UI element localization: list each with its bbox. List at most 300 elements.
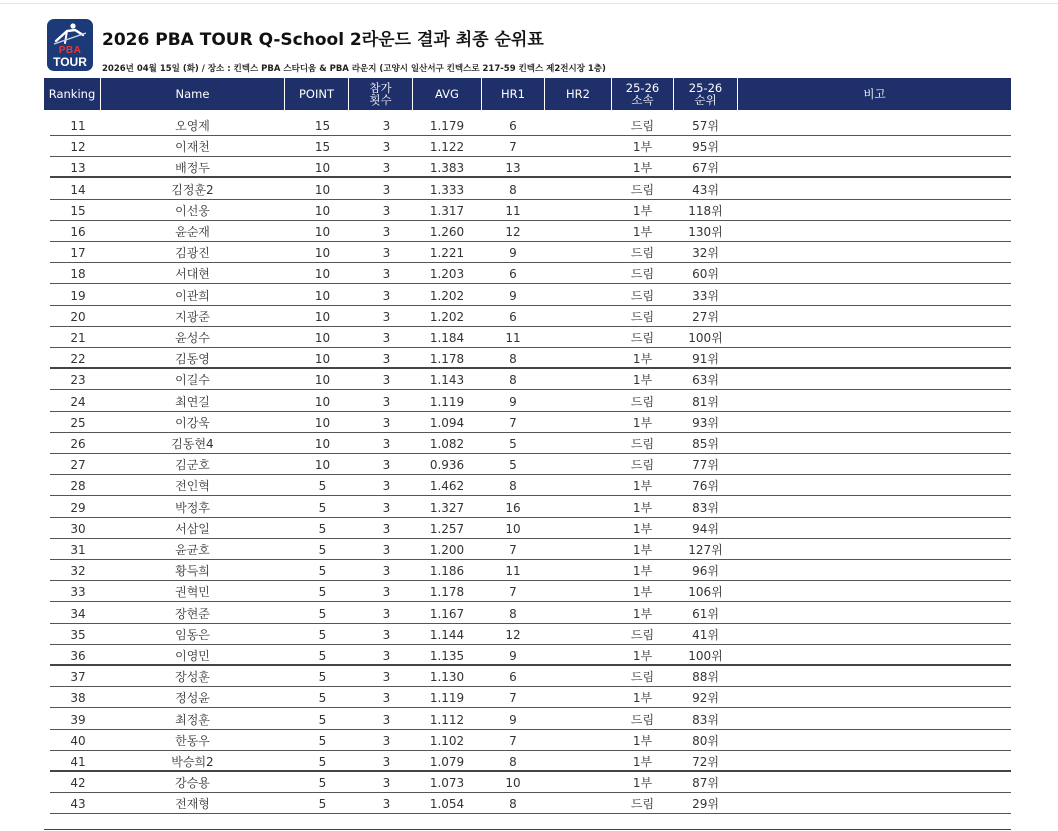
cell-point: 10 bbox=[314, 225, 331, 239]
cell-avg: 1.202 bbox=[429, 288, 465, 303]
cell-avg: 1.119 bbox=[429, 691, 465, 706]
cell-entries: 3 bbox=[382, 733, 391, 748]
cell-team: 드림 bbox=[630, 712, 655, 727]
cell-entries: 3 bbox=[382, 415, 391, 430]
table-row bbox=[44, 136, 1011, 157]
cell-note bbox=[738, 712, 1011, 729]
cell-point: 5 bbox=[318, 543, 327, 557]
top-divider bbox=[0, 3, 1058, 4]
cell-name: 윤순재 bbox=[175, 225, 210, 239]
cell-name: 김동현4 bbox=[171, 437, 214, 451]
cell-prev: 83위 bbox=[692, 712, 719, 727]
table-row bbox=[44, 539, 1011, 560]
cell-point: 10 bbox=[314, 182, 331, 197]
cell-note bbox=[738, 330, 1011, 347]
cell-avg: 1.260 bbox=[429, 225, 465, 239]
table-row bbox=[44, 497, 1011, 518]
cell-hr2 bbox=[545, 669, 611, 686]
cell-team: 드림 bbox=[630, 309, 655, 324]
cell-hr1: 9 bbox=[509, 246, 517, 261]
cell-note bbox=[738, 542, 1011, 559]
cell-rank: 11 bbox=[70, 119, 86, 133]
cell-team: 1부 bbox=[632, 776, 653, 791]
cell-hr1: 8 bbox=[509, 755, 517, 769]
cell-rank: 36 bbox=[70, 649, 86, 663]
cell-entries: 3 bbox=[382, 140, 391, 155]
cell-prev: 88위 bbox=[692, 670, 719, 685]
cell-avg: 1.333 bbox=[429, 182, 465, 197]
cell-note bbox=[738, 351, 1011, 368]
cell-hr2 bbox=[545, 584, 611, 601]
cell-rank: 34 bbox=[70, 606, 86, 621]
table-row bbox=[44, 369, 1011, 390]
table-header bbox=[44, 78, 1011, 110]
cell-rank: 19 bbox=[70, 288, 86, 303]
cell-note bbox=[738, 563, 1011, 580]
cell-prev: 106위 bbox=[688, 585, 723, 600]
table-row bbox=[44, 454, 1011, 475]
cell-avg: 1.082 bbox=[429, 437, 465, 451]
cell-note bbox=[738, 606, 1011, 623]
cell-avg: 1.143 bbox=[429, 373, 465, 388]
cell-prev: 95위 bbox=[692, 140, 719, 155]
cell-hr2 bbox=[545, 563, 611, 580]
cell-name: 임동은 bbox=[175, 627, 210, 642]
cell-team: 1부 bbox=[632, 373, 653, 388]
cell-hr2 bbox=[545, 521, 611, 538]
cell-note bbox=[738, 182, 1011, 199]
cell-prev: 85위 bbox=[692, 437, 719, 451]
cell-avg: 1.203 bbox=[429, 267, 465, 282]
cell-hr1: 6 bbox=[509, 267, 517, 282]
cell-hr2 bbox=[545, 330, 611, 347]
cell-hr2 bbox=[545, 139, 611, 156]
cell-note bbox=[738, 754, 1011, 771]
cell-avg: 1.178 bbox=[429, 585, 465, 600]
cell-team: 드림 bbox=[630, 458, 655, 473]
cell-name: 전재형 bbox=[175, 797, 210, 812]
cell-point: 10 bbox=[314, 373, 331, 388]
logo-text-tour: TOUR bbox=[53, 55, 87, 69]
table-row bbox=[44, 115, 1011, 136]
cell-rank: 17 bbox=[70, 246, 86, 261]
event-info: 2026년 04월 15일 (화) / 장소 : 킨텍스 PBA 스타디움 & PBA 라운지 (고양시 일산서구 킨텍스로 217-59 킨텍스 제2전시장 1층) bbox=[102, 64, 606, 74]
cell-team: 1부 bbox=[632, 479, 653, 494]
cell-hr1: 9 bbox=[509, 712, 517, 727]
cell-prev: 100위 bbox=[688, 649, 723, 663]
cell-name: 황득희 bbox=[175, 564, 210, 579]
cell-prev: 67위 bbox=[692, 161, 719, 176]
cell-name: 윤균호 bbox=[175, 543, 210, 557]
cell-prev: 83위 bbox=[692, 500, 719, 515]
cell-rank: 23 bbox=[70, 373, 86, 388]
cell-hr1: 10 bbox=[505, 521, 521, 536]
cell-name: 오영제 bbox=[175, 119, 210, 133]
cell-hr1: 6 bbox=[509, 309, 517, 324]
cell-avg: 1.135 bbox=[429, 649, 465, 663]
cell-hr1: 10 bbox=[505, 776, 521, 791]
cell-team: 드림 bbox=[630, 331, 655, 345]
cell-rank: 30 bbox=[70, 521, 86, 536]
cell-hr1: 7 bbox=[509, 543, 517, 557]
cell-hr2 bbox=[545, 436, 611, 453]
cell-avg: 1.257 bbox=[429, 521, 465, 536]
header-entries bbox=[349, 78, 412, 110]
table-row bbox=[44, 179, 1011, 200]
cell-entries: 3 bbox=[382, 225, 391, 239]
cell-avg: 1.184 bbox=[429, 331, 465, 345]
cell-prev: 27위 bbox=[692, 309, 719, 324]
cell-hr1: 8 bbox=[509, 182, 517, 197]
cell-team: 1부 bbox=[632, 733, 653, 748]
cell-prev: 41위 bbox=[692, 627, 719, 642]
table-row bbox=[44, 793, 1011, 814]
cell-avg: 0.936 bbox=[429, 458, 465, 473]
cell-hr2 bbox=[545, 118, 611, 135]
header-team bbox=[612, 78, 673, 110]
cell-team: 1부 bbox=[632, 500, 653, 515]
cell-rank: 41 bbox=[70, 755, 86, 769]
cell-entries: 3 bbox=[382, 203, 391, 218]
cell-rank: 12 bbox=[70, 140, 86, 155]
cell-name: 이영민 bbox=[175, 649, 210, 663]
cell-rank: 28 bbox=[70, 479, 86, 494]
cell-hr2 bbox=[545, 733, 611, 750]
cell-note bbox=[738, 775, 1011, 792]
cell-hr2 bbox=[545, 796, 611, 813]
cell-point: 5 bbox=[318, 670, 327, 685]
cell-note bbox=[738, 372, 1011, 389]
cell-point: 5 bbox=[318, 521, 327, 536]
cell-point: 10 bbox=[314, 267, 331, 282]
cell-prev: 91위 bbox=[692, 352, 719, 367]
cell-hr1: 5 bbox=[509, 437, 517, 451]
cell-rank: 13 bbox=[70, 161, 86, 176]
cell-note bbox=[738, 203, 1011, 220]
cell-prev: 43위 bbox=[692, 182, 719, 197]
cell-hr1: 11 bbox=[505, 331, 521, 345]
header-prev-rank-line1: 25-26 bbox=[688, 81, 723, 95]
cell-name: 장성훈 bbox=[175, 670, 210, 685]
cell-avg: 1.200 bbox=[429, 543, 465, 557]
cell-point: 5 bbox=[318, 691, 327, 706]
cell-team: 1부 bbox=[632, 352, 653, 367]
cell-avg: 1.202 bbox=[429, 309, 465, 324]
cell-entries: 3 bbox=[382, 288, 391, 303]
cell-entries: 3 bbox=[382, 521, 391, 536]
cell-team: 1부 bbox=[632, 585, 653, 600]
cell-prev: 92위 bbox=[692, 691, 719, 706]
table-row bbox=[44, 306, 1011, 327]
cell-entries: 3 bbox=[382, 119, 391, 133]
cell-point: 10 bbox=[314, 437, 331, 451]
cell-entries: 3 bbox=[382, 458, 391, 473]
header-prev-rank-line2: 순위 bbox=[694, 93, 717, 107]
cell-avg: 1.054 bbox=[429, 797, 465, 812]
cell-name: 김정훈2 bbox=[171, 182, 214, 197]
cell-entries: 3 bbox=[382, 479, 391, 494]
cell-name: 권혁민 bbox=[175, 585, 210, 600]
cell-prev: 32위 bbox=[692, 246, 719, 261]
cell-hr2 bbox=[545, 500, 611, 517]
cell-name: 김광진 bbox=[175, 246, 210, 261]
cell-entries: 3 bbox=[382, 267, 391, 282]
header-ranking: Ranking bbox=[48, 87, 96, 101]
cell-hr2 bbox=[545, 478, 611, 495]
table-row bbox=[44, 263, 1011, 284]
cell-rank: 42 bbox=[70, 776, 86, 791]
cell-team: 1부 bbox=[632, 521, 653, 536]
table-row bbox=[44, 475, 1011, 496]
cell-team: 드림 bbox=[630, 797, 655, 812]
cell-hr1: 8 bbox=[509, 479, 517, 494]
cell-entries: 3 bbox=[382, 246, 391, 261]
cell-note bbox=[738, 584, 1011, 601]
cell-name: 박정후 bbox=[175, 500, 210, 515]
cell-note bbox=[738, 627, 1011, 644]
cell-entries: 3 bbox=[382, 182, 391, 197]
cell-prev: 130위 bbox=[688, 225, 723, 239]
cell-point: 5 bbox=[318, 627, 327, 642]
cell-avg: 1.122 bbox=[429, 140, 465, 155]
cell-name: 장현준 bbox=[175, 606, 210, 621]
cell-team: 1부 bbox=[632, 649, 653, 663]
cell-note bbox=[738, 224, 1011, 241]
cell-note bbox=[738, 457, 1011, 474]
cell-hr1: 7 bbox=[509, 140, 517, 155]
cell-rank: 20 bbox=[70, 309, 86, 324]
cell-avg: 1.102 bbox=[429, 733, 465, 748]
table-row bbox=[44, 221, 1011, 242]
cell-point: 10 bbox=[314, 309, 331, 324]
header-point: POINT bbox=[298, 87, 334, 101]
cell-hr1: 12 bbox=[505, 627, 521, 642]
cell-note bbox=[738, 733, 1011, 750]
cell-name: 이길수 bbox=[175, 373, 210, 388]
cell-team: 드림 bbox=[630, 437, 655, 451]
table-row bbox=[44, 518, 1011, 539]
cell-hr2 bbox=[545, 394, 611, 411]
cell-note bbox=[738, 245, 1011, 262]
cell-name: 한동우 bbox=[175, 733, 210, 748]
billiard-player-icon bbox=[53, 21, 87, 47]
cell-entries: 3 bbox=[382, 691, 391, 706]
cell-prev: 87위 bbox=[692, 776, 719, 791]
cell-hr1: 7 bbox=[509, 415, 517, 430]
header-avg: AVG bbox=[435, 87, 459, 101]
table-row bbox=[44, 730, 1011, 751]
cell-point: 10 bbox=[314, 161, 331, 176]
cell-hr2 bbox=[545, 754, 611, 771]
cell-entries: 3 bbox=[382, 331, 391, 345]
cell-hr2 bbox=[545, 309, 611, 326]
page-title: 2026 PBA TOUR Q-School 2라운드 결과 최종 순위표 bbox=[102, 30, 544, 50]
cell-rank: 26 bbox=[70, 437, 86, 451]
cell-entries: 3 bbox=[382, 352, 391, 367]
cell-name: 배정두 bbox=[175, 161, 210, 176]
cell-rank: 27 bbox=[70, 458, 86, 473]
cell-team: 드림 bbox=[630, 246, 655, 261]
cell-rank: 32 bbox=[70, 564, 86, 579]
cell-point: 5 bbox=[318, 500, 327, 515]
cell-entries: 3 bbox=[382, 394, 391, 409]
cell-point: 5 bbox=[318, 755, 327, 769]
cell-hr1: 8 bbox=[509, 797, 517, 812]
cell-point: 10 bbox=[314, 415, 331, 430]
cell-avg: 1.186 bbox=[429, 564, 465, 579]
cell-hr1: 5 bbox=[509, 458, 517, 473]
cell-team: 드림 bbox=[630, 394, 655, 409]
cell-avg: 1.112 bbox=[429, 712, 465, 727]
cell-entries: 3 bbox=[382, 606, 391, 621]
cell-prev: 33위 bbox=[692, 288, 719, 303]
cell-prev: 77위 bbox=[692, 458, 719, 473]
cell-prev: 96위 bbox=[692, 564, 719, 579]
cell-rank: 37 bbox=[70, 670, 86, 685]
cell-point: 5 bbox=[318, 606, 327, 621]
cell-prev: 118위 bbox=[688, 203, 723, 218]
cell-point: 10 bbox=[314, 458, 331, 473]
cell-team: 드림 bbox=[630, 119, 655, 133]
cell-point: 15 bbox=[314, 140, 331, 155]
cell-hr1: 9 bbox=[509, 394, 517, 409]
table-row bbox=[44, 772, 1011, 793]
cell-hr2 bbox=[545, 372, 611, 389]
cell-entries: 3 bbox=[382, 755, 391, 769]
cell-team: 1부 bbox=[632, 225, 653, 239]
cell-entries: 3 bbox=[382, 564, 391, 579]
cell-avg: 1.119 bbox=[429, 394, 465, 409]
cell-prev: 81위 bbox=[692, 394, 719, 409]
cell-hr1: 12 bbox=[505, 225, 521, 239]
cell-entries: 3 bbox=[382, 543, 391, 557]
cell-rank: 14 bbox=[70, 182, 86, 197]
table-row bbox=[44, 709, 1011, 730]
cell-hr2 bbox=[545, 775, 611, 792]
header-prev-rank bbox=[674, 78, 737, 110]
cell-avg: 1.179 bbox=[429, 119, 465, 133]
cell-point: 10 bbox=[314, 288, 331, 303]
cell-entries: 3 bbox=[382, 627, 391, 642]
cell-rank: 15 bbox=[70, 203, 86, 218]
cell-note bbox=[738, 288, 1011, 305]
cell-name: 김군호 bbox=[175, 458, 210, 473]
cell-prev: 127위 bbox=[688, 543, 723, 557]
cell-point: 5 bbox=[318, 776, 327, 791]
header-team-line1: 25-26 bbox=[625, 81, 660, 95]
table-row bbox=[44, 581, 1011, 602]
cell-hr2 bbox=[545, 160, 611, 177]
cell-name: 정성윤 bbox=[175, 691, 210, 706]
cell-rank: 21 bbox=[70, 331, 86, 345]
cell-entries: 3 bbox=[382, 670, 391, 685]
table-row bbox=[44, 242, 1011, 263]
cell-rank: 31 bbox=[70, 543, 86, 557]
cell-note bbox=[738, 415, 1011, 432]
cell-hr1: 9 bbox=[509, 288, 517, 303]
cell-avg: 1.144 bbox=[429, 627, 465, 642]
table-row bbox=[44, 603, 1011, 624]
cell-entries: 3 bbox=[382, 712, 391, 727]
cell-hr1: 7 bbox=[509, 585, 517, 600]
header-entries-line2: 횟수 bbox=[369, 93, 392, 107]
cell-prev: 57위 bbox=[692, 119, 719, 133]
cell-rank: 25 bbox=[70, 415, 86, 430]
cell-hr1: 8 bbox=[509, 373, 517, 388]
cell-note bbox=[738, 500, 1011, 517]
cell-hr1: 7 bbox=[509, 691, 517, 706]
cell-rank: 22 bbox=[70, 352, 86, 367]
table-row bbox=[44, 666, 1011, 687]
cell-name: 윤성수 bbox=[175, 331, 210, 345]
cell-hr2 bbox=[545, 712, 611, 729]
cell-team: 1부 bbox=[632, 161, 653, 176]
cell-rank: 33 bbox=[70, 585, 86, 600]
cell-name: 이강욱 bbox=[175, 415, 210, 430]
cell-note bbox=[738, 309, 1011, 326]
table-row bbox=[44, 645, 1011, 666]
cell-hr2 bbox=[545, 266, 611, 283]
header-hr1: HR1 bbox=[501, 87, 525, 101]
cell-hr2 bbox=[545, 542, 611, 559]
cell-name: 서삼일 bbox=[175, 521, 210, 536]
cell-hr1: 9 bbox=[509, 649, 517, 663]
cell-name: 이선웅 bbox=[175, 203, 210, 218]
cell-point: 10 bbox=[314, 203, 331, 218]
cell-prev: 93위 bbox=[692, 415, 719, 430]
cell-hr2 bbox=[545, 457, 611, 474]
cell-point: 10 bbox=[314, 331, 331, 345]
table-row bbox=[44, 157, 1011, 178]
cell-team: 1부 bbox=[632, 564, 653, 579]
cell-note bbox=[738, 436, 1011, 453]
table-row bbox=[44, 200, 1011, 221]
cell-prev: 94위 bbox=[692, 521, 719, 536]
table-row bbox=[44, 412, 1011, 433]
cell-prev: 63위 bbox=[692, 373, 719, 388]
cell-point: 10 bbox=[314, 394, 331, 409]
table-row bbox=[44, 560, 1011, 581]
table-row bbox=[44, 624, 1011, 645]
cell-avg: 1.130 bbox=[429, 670, 465, 685]
cell-rank: 18 bbox=[70, 267, 86, 282]
cell-team: 드림 bbox=[630, 182, 655, 197]
cell-team: 드림 bbox=[630, 267, 655, 282]
cell-hr2 bbox=[545, 288, 611, 305]
cell-note bbox=[738, 478, 1011, 495]
header-hr2: HR2 bbox=[566, 87, 590, 101]
cell-name: 박승희2 bbox=[171, 755, 214, 769]
cell-entries: 3 bbox=[382, 776, 391, 791]
cell-prev: 29위 bbox=[692, 797, 719, 812]
table-row bbox=[44, 751, 1011, 772]
cell-prev: 76위 bbox=[692, 479, 719, 494]
cell-entries: 3 bbox=[382, 585, 391, 600]
cell-hr2 bbox=[545, 224, 611, 241]
cell-note bbox=[738, 690, 1011, 707]
cell-entries: 3 bbox=[382, 649, 391, 663]
cell-prev: 60위 bbox=[692, 267, 719, 282]
cell-note bbox=[738, 160, 1011, 177]
cell-prev: 100위 bbox=[688, 331, 723, 345]
cell-entries: 3 bbox=[382, 437, 391, 451]
cell-team: 1부 bbox=[632, 203, 653, 218]
cell-avg: 1.178 bbox=[429, 352, 465, 367]
logo-text-pba: PBA bbox=[58, 45, 82, 56]
cell-name: 강승용 bbox=[175, 776, 210, 791]
cell-name: 지광준 bbox=[175, 309, 210, 324]
cell-hr2 bbox=[545, 648, 611, 665]
